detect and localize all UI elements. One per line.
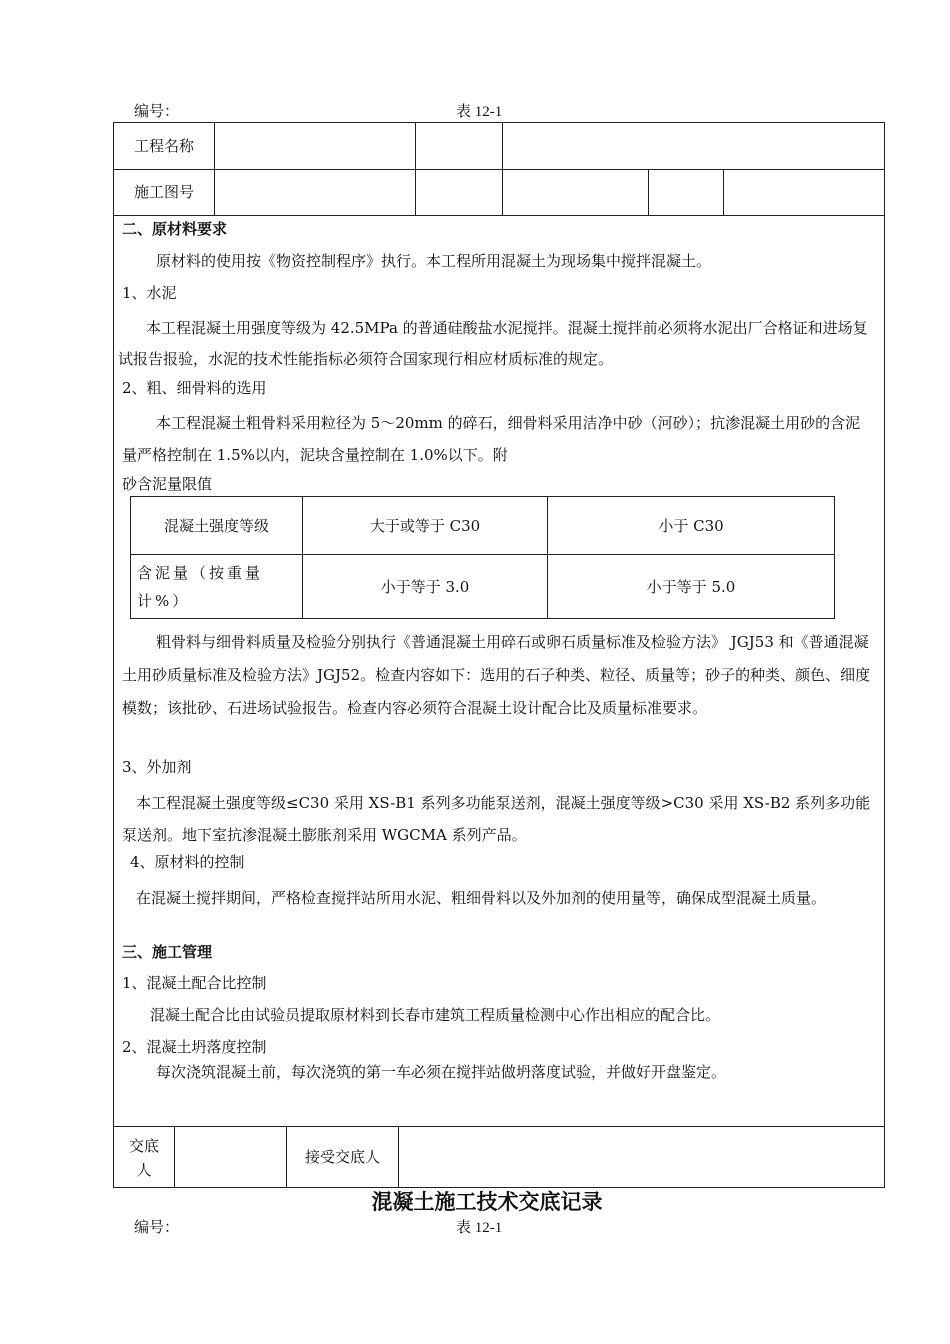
cement-text: 本工程混凝土用强度等级为 42.5MPa 的普通硅酸盐水泥搅拌。混凝土搅拌前必须将水泥出厂合格证和进场复试报告报验，水泥的技术性能指标必须符合国家现行相应材质标准的规定。 bbox=[118, 319, 868, 368]
number-label-top: 编号： bbox=[134, 102, 180, 120]
table-header-gte-c30: 大于或等于 C30 bbox=[303, 497, 548, 555]
mix-text: 混凝土配合比由试验员提取原材料到长春市建筑工程质量检测中心作出相应的配合比。 bbox=[150, 1006, 721, 1024]
project-name-label: 工程名称 bbox=[133, 137, 194, 155]
table-row-label: 含泥量（按重量计%） bbox=[131, 555, 303, 619]
slump-text: 每次浇筑混凝土前，每次浇筑的第一车必须在搅拌站做坍落度试验，并做好开盘鉴定。 bbox=[156, 1063, 727, 1081]
document-title: 混凝土施工技术交底记录 bbox=[371, 1189, 603, 1214]
aggregate-title: 2、粗、细骨料的选用 bbox=[122, 379, 267, 397]
control-text: 在混凝土搅拌期间，严格检查搅拌站所用水泥、粗细骨料以及外加剂的使用量等，确保成型混凝土质量。 bbox=[136, 889, 827, 907]
admixture-text: 本工程混凝土强度等级≤C30 采用 XS-B1 系列多功能泵送剂，混凝土强度等级>C30 采用 XS-B2 系列多功能泵送剂。地下室抗渗混凝土膨胀剂采用 WGCMA 系列产品。 bbox=[122, 794, 871, 844]
table-value-gte-c30: 小于等于 3.0 bbox=[303, 555, 548, 619]
handover-by-label: 交底人 bbox=[128, 1137, 159, 1179]
control-title: 4、原材料的控制 bbox=[130, 853, 245, 871]
col-divider bbox=[174, 1126, 175, 1188]
col-divider bbox=[723, 169, 724, 215]
slump-title: 2、混凝土坍落度控制 bbox=[122, 1038, 267, 1056]
table-label-bottom: 表 12-1 bbox=[456, 1220, 503, 1236]
row-divider bbox=[113, 169, 885, 170]
table-label-top: 表 12-1 bbox=[456, 104, 503, 120]
sand-clay-table bbox=[130, 496, 835, 619]
mix-title: 1、混凝土配合比控制 bbox=[122, 974, 267, 992]
table-caption: 砂含泥量限值 bbox=[122, 475, 213, 493]
drawing-no-label: 施工图号 bbox=[133, 183, 194, 201]
section-2-title: 二、原材料要求 bbox=[122, 220, 228, 238]
footer-divider bbox=[113, 1126, 885, 1127]
col-divider bbox=[415, 122, 416, 215]
section-2-intro: 原材料的使用按《物资控制程序》执行。本工程所用混凝土为现场集中搅拌混凝土。 bbox=[156, 252, 712, 270]
admixture-title: 3、外加剂 bbox=[122, 758, 192, 776]
row-divider bbox=[113, 215, 885, 216]
table-header-grade: 混凝土强度等级 bbox=[131, 497, 303, 555]
col-divider bbox=[648, 169, 649, 215]
cement-title: 1、水泥 bbox=[122, 284, 177, 302]
quality-text: 粗骨料与细骨料质量及检验分别执行《普通混凝土用碎石或卵石质量标准及检验方法》 JGJ53 和《普通混凝土用砂质量标准及检验方法》JGJ52。检查内容如下：选用的石子种类、粒径、质量等；砂子的种类、颜色、细度模数；该批砂、石进场试验报告。检查内容必须符合混凝土设计配合比及质量标准要求。 bbox=[122, 633, 871, 717]
table-value-lt-c30: 小于等于 5.0 bbox=[548, 555, 835, 619]
table-header-lt-c30: 小于 C30 bbox=[548, 497, 835, 555]
section-3-title: 三、施工管理 bbox=[122, 943, 213, 961]
received-by-label: 接受交底人 bbox=[304, 1148, 380, 1166]
number-label-bottom: 编号： bbox=[134, 1218, 180, 1236]
col-divider bbox=[398, 1126, 399, 1188]
aggregate-text: 本工程混凝土粗骨料采用粒径为 5～20mm 的碎石，细骨料采用洁净中砂（河砂）；抗渗混凝土用砂的含泥量严格控制在 1.5%以内，泥块含量控制在 1.0%以下。附 bbox=[122, 414, 861, 464]
col-divider bbox=[214, 122, 215, 215]
col-divider bbox=[502, 122, 503, 215]
